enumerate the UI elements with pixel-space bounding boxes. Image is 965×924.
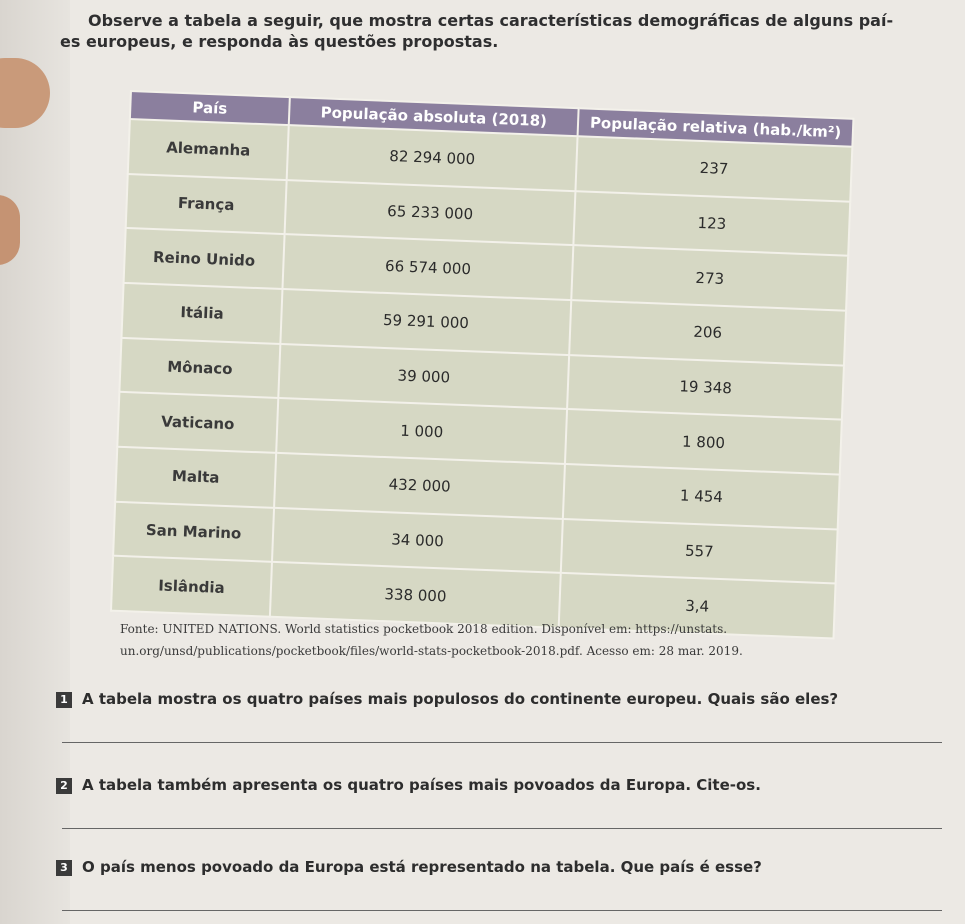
relative-population-cell: 206 [569,300,846,365]
relative-population-cell: 273 [571,245,848,310]
question-text: A tabela também apresenta os quatro países mais povoados da Europa. Cite-os. [82,776,761,794]
country-cell: Mônaco [119,337,280,398]
answer-line-2[interactable] [62,828,942,829]
answer-line-1[interactable] [62,742,942,743]
absolute-population-cell: 432 000 [274,453,565,519]
relative-population-cell: 1 454 [563,464,840,529]
country-cell: Reino Unido [124,228,285,289]
intro-text [60,10,960,52]
country-cell: Malta [115,447,276,508]
absolute-population-cell: 59 291 000 [280,289,571,355]
country-cell: Vaticano [117,392,278,453]
question-3 [56,858,936,876]
question-number-badge: 2 [56,778,72,794]
source-line-1: Fonte: UNITED NATIONS. World statistics pocketbook 2018 edition. Disponível em: https://unstats. [120,622,728,636]
country-cell: Alemanha [128,119,289,180]
relative-population-cell: 237 [576,136,853,201]
absolute-population-cell: 1 000 [276,398,567,464]
question-number-badge: 1 [56,692,72,708]
relative-population-cell: 557 [561,519,838,584]
absolute-population-cell: 34 000 [272,507,563,573]
relative-population-cell: 1 800 [565,409,842,474]
absolute-population-cell: 66 574 000 [283,234,574,300]
intro-line-2: es europeus, e responda às questões propostas. [60,32,499,51]
intro-line-1: Observe a tabela a seguir, que mostra certas características demográficas de alguns paí- [88,11,894,30]
relative-population-cell: 123 [574,191,851,256]
country-cell: França [126,174,287,235]
absolute-population-cell: 65 233 000 [285,180,576,246]
header-absolute-population: População absoluta (2018) [289,97,579,136]
country-cell: San Marino [113,501,274,562]
question-number-badge: 3 [56,860,72,876]
country-cell: Islândia [111,556,272,617]
relative-population-cell: 3,4 [559,573,836,638]
source-citation [120,618,960,662]
relative-population-cell: 19 348 [567,355,844,420]
country-cell: Itália [121,283,282,344]
header-country: País [130,91,290,125]
question-1 [56,690,936,708]
answer-line-3[interactable] [62,910,942,911]
absolute-population-cell: 39 000 [278,344,569,410]
demographics-table [110,90,855,639]
absolute-population-cell: 82 294 000 [287,125,578,191]
absolute-population-cell: 338 000 [270,562,561,628]
source-line-2: un.org/unsd/publications/pocketbook/files/world-stats-pocketbook-2018.pdf. Acesso em: 28 mar. 2019. [120,644,743,658]
question-text: O país menos povoado da Europa está representado na tabela. Que país é esse? [82,858,762,876]
question-2 [56,776,936,794]
question-text: A tabela mostra os quatro países mais populosos do continente europeu. Quais são eles? [82,690,839,708]
header-relative-population: População relativa (hab./km²) [578,108,854,147]
